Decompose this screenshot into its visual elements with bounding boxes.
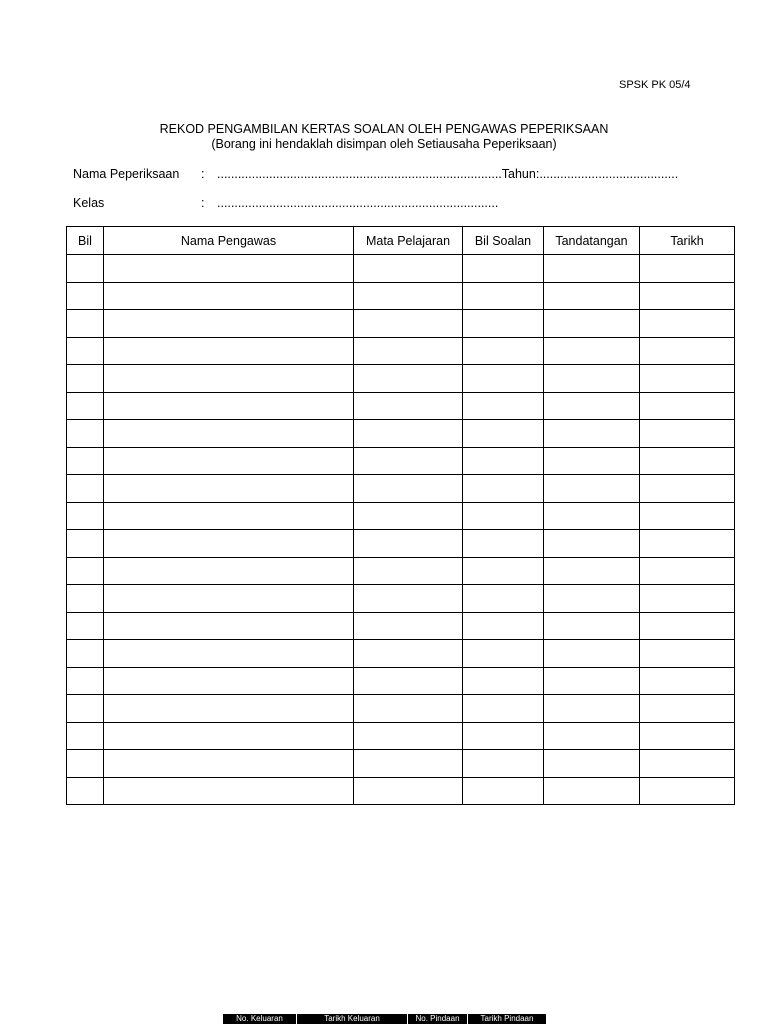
year-blank[interactable]: ........................................ (539, 167, 679, 181)
table-row (67, 750, 735, 778)
table-cell[interactable] (544, 722, 640, 750)
table-cell[interactable] (544, 530, 640, 558)
record-table (66, 226, 735, 805)
table-row (67, 585, 735, 613)
table-cell[interactable] (544, 255, 640, 283)
table-cell[interactable] (354, 365, 463, 393)
table-row (67, 447, 735, 475)
table-cell[interactable] (354, 447, 463, 475)
table-cell[interactable] (640, 282, 735, 310)
table-cell[interactable] (544, 365, 640, 393)
table-cell[interactable] (463, 750, 544, 778)
table-cell[interactable] (67, 722, 104, 750)
document-code: SPSK PK 05/4 (619, 79, 691, 91)
exam-name-blank[interactable]: .................................................................................. (217, 167, 502, 181)
table-cell[interactable] (67, 420, 104, 448)
table-cell[interactable] (463, 667, 544, 695)
table-cell[interactable] (104, 585, 354, 613)
table-cell[interactable] (544, 750, 640, 778)
table-cell[interactable] (640, 667, 735, 695)
table-cell[interactable] (463, 722, 544, 750)
table-cell[interactable] (67, 585, 104, 613)
table-cell[interactable] (640, 337, 735, 365)
table-cell[interactable] (544, 557, 640, 585)
table-cell[interactable] (640, 475, 735, 503)
table-cell[interactable] (640, 447, 735, 475)
form-subtitle: (Borang ini hendaklah disimpan oleh Setiausaha Peperiksaan) (211, 137, 557, 151)
table-cell[interactable] (354, 585, 463, 613)
column-header-tarikh: Tarikh (640, 227, 735, 255)
table-cell[interactable] (640, 612, 735, 640)
table-cell[interactable] (463, 557, 544, 585)
table-cell[interactable] (354, 310, 463, 338)
table-cell[interactable] (104, 337, 354, 365)
table-cell[interactable] (640, 722, 735, 750)
table-row (67, 667, 735, 695)
table-cell[interactable] (67, 337, 104, 365)
table-cell[interactable] (463, 695, 544, 723)
table-cell[interactable] (104, 475, 354, 503)
table-cell[interactable] (354, 640, 463, 668)
footer-no-pindaan: No. Pindaan (408, 1014, 468, 1024)
table-cell[interactable] (354, 392, 463, 420)
table-cell[interactable] (354, 612, 463, 640)
table-cell[interactable] (104, 557, 354, 585)
table-row (67, 695, 735, 723)
table-cell[interactable] (640, 420, 735, 448)
table-cell[interactable] (104, 502, 354, 530)
table-cell[interactable] (354, 695, 463, 723)
table-cell[interactable] (67, 750, 104, 778)
table-cell[interactable] (463, 255, 544, 283)
table-cell[interactable] (463, 282, 544, 310)
column-header-nama-pengawas: Nama Pengawas (104, 227, 354, 255)
table-cell[interactable] (104, 750, 354, 778)
table-cell[interactable] (463, 310, 544, 338)
table-cell[interactable] (463, 502, 544, 530)
table-row (67, 475, 735, 503)
table-cell[interactable] (640, 557, 735, 585)
table-cell[interactable] (67, 502, 104, 530)
table-row (67, 777, 735, 805)
column-header-tandatangan: Tandatangan (544, 227, 640, 255)
table-cell[interactable] (463, 420, 544, 448)
table-cell[interactable] (544, 612, 640, 640)
table-cell[interactable] (544, 502, 640, 530)
table-cell[interactable] (544, 640, 640, 668)
column-header-mata-pelajaran: Mata Pelajaran (354, 227, 463, 255)
table-cell[interactable] (463, 337, 544, 365)
table-cell[interactable] (463, 585, 544, 613)
table-cell[interactable] (640, 502, 735, 530)
table-cell[interactable] (67, 365, 104, 393)
table-cell[interactable] (104, 365, 354, 393)
table-cell[interactable] (544, 392, 640, 420)
table-cell[interactable] (640, 392, 735, 420)
table-body (67, 255, 735, 805)
table-cell[interactable] (104, 777, 354, 805)
table-cell[interactable] (67, 557, 104, 585)
table-cell[interactable] (544, 475, 640, 503)
table-row (67, 310, 735, 338)
table-cell[interactable] (67, 475, 104, 503)
table-cell[interactable] (67, 447, 104, 475)
exam-name-label: Nama Peperiksaan (73, 167, 180, 181)
table-cell[interactable] (67, 530, 104, 558)
table-cell[interactable] (354, 502, 463, 530)
table-cell[interactable] (67, 667, 104, 695)
table-cell[interactable] (463, 612, 544, 640)
table-cell[interactable] (640, 750, 735, 778)
table-row (67, 255, 735, 283)
table-cell[interactable] (544, 585, 640, 613)
table-cell[interactable] (104, 420, 354, 448)
exam-name-colon: : (201, 167, 205, 181)
table-header-row (67, 227, 735, 255)
table-cell[interactable] (640, 255, 735, 283)
column-header-bil: Bil (67, 227, 104, 255)
class-blank[interactable]: ................................................................................. (217, 196, 499, 210)
table-cell[interactable] (544, 695, 640, 723)
table-cell[interactable] (104, 255, 354, 283)
table-cell[interactable] (104, 667, 354, 695)
exam-name-field (73, 167, 678, 181)
table-cell[interactable] (463, 447, 544, 475)
table-cell[interactable] (354, 337, 463, 365)
table-cell[interactable] (544, 447, 640, 475)
footer-no-keluaran: No. Keluaran (223, 1014, 297, 1024)
table-cell[interactable] (640, 695, 735, 723)
table-cell[interactable] (104, 722, 354, 750)
table-cell[interactable] (354, 667, 463, 695)
table-row (67, 337, 735, 365)
footer-tarikh-pindaan: Tarikh Pindaan (468, 1014, 547, 1024)
table-cell[interactable] (354, 750, 463, 778)
table-row (67, 722, 735, 750)
table-cell[interactable] (67, 282, 104, 310)
table-cell[interactable] (544, 310, 640, 338)
class-colon: : (201, 196, 205, 210)
table-cell[interactable] (67, 392, 104, 420)
table-cell[interactable] (67, 777, 104, 805)
table-cell[interactable] (354, 255, 463, 283)
table-cell[interactable] (67, 640, 104, 668)
table-cell[interactable] (544, 667, 640, 695)
table-cell[interactable] (104, 447, 354, 475)
table-cell[interactable] (640, 530, 735, 558)
table-row (67, 640, 735, 668)
table-cell[interactable] (67, 255, 104, 283)
table-cell[interactable] (354, 475, 463, 503)
class-label: Kelas (73, 196, 105, 210)
table-cell[interactable] (463, 365, 544, 393)
document-control-footer (223, 1014, 547, 1024)
table-cell[interactable] (354, 420, 463, 448)
table-cell[interactable] (67, 612, 104, 640)
table-cell[interactable] (640, 640, 735, 668)
table-row (67, 557, 735, 585)
table-row (67, 282, 735, 310)
table-cell[interactable] (354, 557, 463, 585)
table-cell[interactable] (463, 530, 544, 558)
table-cell[interactable] (463, 392, 544, 420)
table-cell[interactable] (463, 475, 544, 503)
table-row (67, 392, 735, 420)
table-cell[interactable] (104, 310, 354, 338)
table-row (67, 365, 735, 393)
table-cell[interactable] (463, 640, 544, 668)
table-cell[interactable] (104, 392, 354, 420)
table-cell[interactable] (640, 365, 735, 393)
table-row (67, 612, 735, 640)
table-cell[interactable] (104, 282, 354, 310)
table-row (67, 502, 735, 530)
table-row (67, 420, 735, 448)
table-cell[interactable] (104, 695, 354, 723)
table-cell[interactable] (354, 722, 463, 750)
table-cell[interactable] (640, 585, 735, 613)
table-cell[interactable] (463, 777, 544, 805)
year-label: Tahun: (501, 167, 540, 181)
table-cell[interactable] (354, 777, 463, 805)
table-cell[interactable] (354, 530, 463, 558)
form-title: REKOD PENGAMBILAN KERTAS SOALAN OLEH PENGAWAS PEPERIKSAAN (159, 122, 609, 136)
table-cell[interactable] (104, 640, 354, 668)
footer-tarikh-keluaran: Tarikh Keluaran (297, 1014, 408, 1024)
table-cell[interactable] (354, 282, 463, 310)
table-cell[interactable] (544, 282, 640, 310)
table-cell[interactable] (640, 310, 735, 338)
class-field (73, 196, 498, 210)
table-cell[interactable] (544, 777, 640, 805)
table-row (67, 530, 735, 558)
table-cell[interactable] (544, 337, 640, 365)
table-cell[interactable] (544, 420, 640, 448)
table-cell[interactable] (640, 777, 735, 805)
table-cell[interactable] (67, 695, 104, 723)
column-header-bil-soalan: Bil Soalan (463, 227, 544, 255)
table-cell[interactable] (104, 612, 354, 640)
table-cell[interactable] (104, 530, 354, 558)
form-title-block (0, 122, 768, 152)
table-cell[interactable] (67, 310, 104, 338)
